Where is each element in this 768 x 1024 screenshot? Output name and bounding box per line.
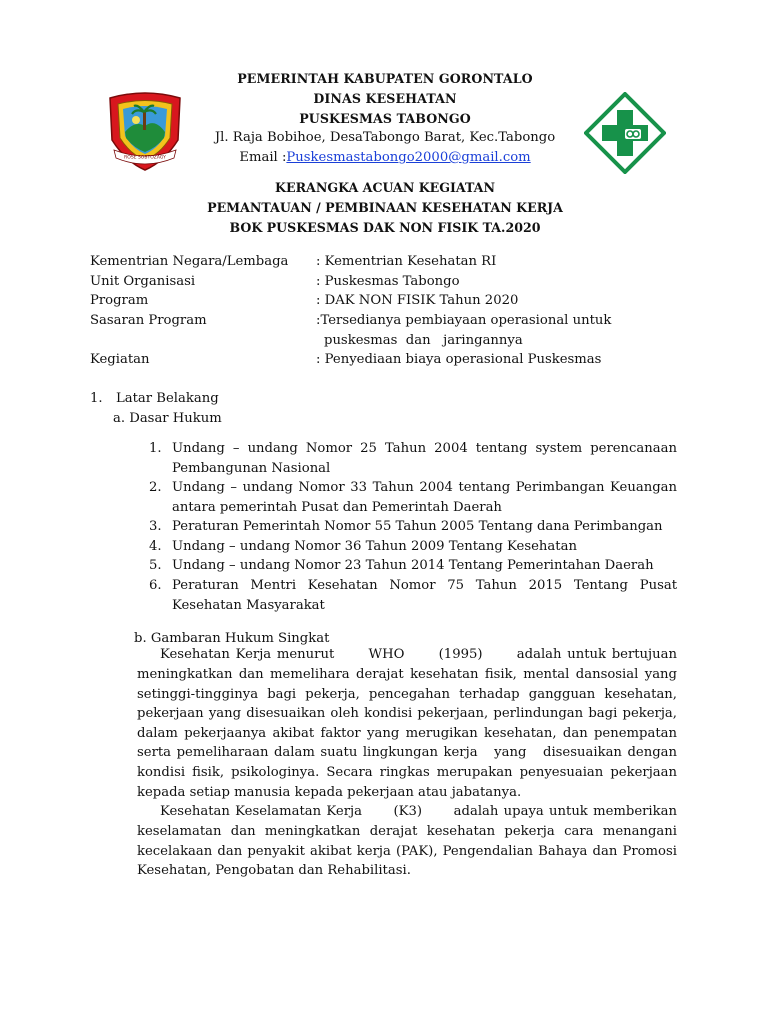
info-value: : DAK NON FISIK Tahun 2020 bbox=[316, 293, 519, 308]
law-text: Peraturan Mentri Kesehatan Nomor 75 Tahun 2015 Tentang Pusat bbox=[172, 578, 677, 593]
law-text: Undang – undang Nomor 33 Tahun 2004 tentang Perimbangan Keuangan bbox=[172, 480, 677, 495]
info-label: Program bbox=[90, 293, 149, 308]
info-value: : Kementrian Kesehatan RI bbox=[316, 254, 497, 269]
paragraph-line: kondisi fisik, psikologinya. Secara ringkas merupakan penyesuaian pekerjaan bbox=[137, 765, 677, 780]
info-label: Sasaran Program bbox=[90, 313, 207, 328]
paragraph-line: keselamatan dan meningkatkan derajat kesehatan pekerja cara menangani bbox=[137, 824, 677, 839]
info-value-continued: puskesmas dan jaringannya bbox=[324, 333, 523, 348]
law-text-continued: Kesehatan Masyarakat bbox=[172, 598, 325, 613]
info-label: Kegiatan bbox=[90, 352, 150, 367]
law-number: 6. bbox=[149, 578, 162, 593]
info-value: : Penyediaan biaya operasional Puskesmas bbox=[316, 352, 602, 367]
header-department: DINAS KESEHATAN bbox=[313, 91, 457, 106]
logo-banner-text: ROSE SOBTOZAGY bbox=[124, 155, 166, 161]
law-number: 1. bbox=[149, 441, 162, 456]
paragraph-line: meningkatkan dan memelihara derajat kesehatan fisik, mental dansosial yang bbox=[137, 667, 677, 682]
doc-title-1: KERANGKA ACUAN KEGIATAN bbox=[275, 180, 495, 195]
email-link[interactable]: Puskesmastabongo2000@gmail.com bbox=[286, 150, 531, 165]
info-label: Unit Organisasi bbox=[90, 274, 196, 289]
subsection-b-title: b. Gambaran Hukum Singkat bbox=[134, 631, 330, 646]
paragraph-line: kecelakaan dan penyakit akibat kerja (PAK), Pengendalian Bahaya dan Promosi bbox=[137, 844, 677, 859]
info-value: :Tersedianya pembiayaan operasional untuk bbox=[316, 313, 612, 328]
law-text: Undang – undang Nomor 23 Tahun 2014 Tentang Pemerintahan Daerah bbox=[172, 558, 654, 573]
law-number: 2. bbox=[149, 480, 162, 495]
paragraph-line: serta pemeliharaan dalam suatu lingkungan kerja yang disesuaikan dengan bbox=[137, 745, 677, 760]
header-government: PEMERINTAH KABUPATEN GORONTALO bbox=[237, 71, 533, 86]
doc-title-3: BOK PUSKESMAS DAK NON FISIK TA.2020 bbox=[229, 220, 541, 235]
section-title: Latar Belakang bbox=[116, 391, 219, 406]
info-value: : Puskesmas Tabongo bbox=[316, 274, 460, 289]
law-text: Undang – undang Nomor 25 Tahun 2004 tentang system perencanaan bbox=[172, 441, 677, 456]
paragraph-line: Kesehatan, Pengobatan dan Rehabilitasi. bbox=[137, 863, 411, 878]
header-email bbox=[160, 150, 610, 165]
paragraph-line: kepada setiap manusia kepada pekerjaan atau jabatanya. bbox=[137, 785, 522, 800]
law-number: 4. bbox=[149, 539, 162, 554]
law-number: 5. bbox=[149, 558, 162, 573]
law-number: 3. bbox=[149, 519, 162, 534]
header-puskesmas: PUSKESMAS TABONGO bbox=[299, 111, 471, 126]
header-address: Jl. Raja Bobihoe, DesaTabongo Barat, Kec.Tabongo bbox=[214, 130, 556, 145]
info-label: Kementrian Negara/Lembaga bbox=[90, 254, 289, 269]
paragraph-line: setinggi-tingginya bagi pekerja, pencegahan terhadap gangguan kesehatan, bbox=[137, 687, 677, 702]
paragraph-line: pekerjaan yang disesuaikan oleh kondisi pekerjaan, perlindungan bagi pekerja, bbox=[137, 706, 677, 721]
subsection-a-title: a. Dasar Hukum bbox=[113, 411, 222, 426]
paragraph-line: Kesehatan Keselamatan Kerja (K3) adalah upaya untuk memberikan bbox=[160, 804, 677, 819]
law-text: Peraturan Pemerintah Nomor 55 Tahun 2005 Tentang dana Perimbangan bbox=[172, 519, 663, 534]
law-text: Undang – undang Nomor 36 Tahun 2009 Tentang Kesehatan bbox=[172, 539, 577, 554]
email-label: Email : bbox=[239, 150, 287, 165]
doc-title-2: PEMANTAUAN / PEMBINAAN KESEHATAN KERJA bbox=[207, 200, 563, 215]
law-text-continued: antara pemerintah Pusat dan Pemerintah Daerah bbox=[172, 500, 502, 515]
section-number: 1. bbox=[90, 391, 103, 406]
paragraph-line: Kesehatan Kerja menurut WHO (1995) adalah untuk bertujuan bbox=[160, 647, 677, 662]
law-text-continued: Pembangunan Nasional bbox=[172, 461, 331, 476]
paragraph-line: dalam pekerjaanya akibat faktor yang merugikan kesehatan, dan penempatan bbox=[137, 726, 677, 741]
